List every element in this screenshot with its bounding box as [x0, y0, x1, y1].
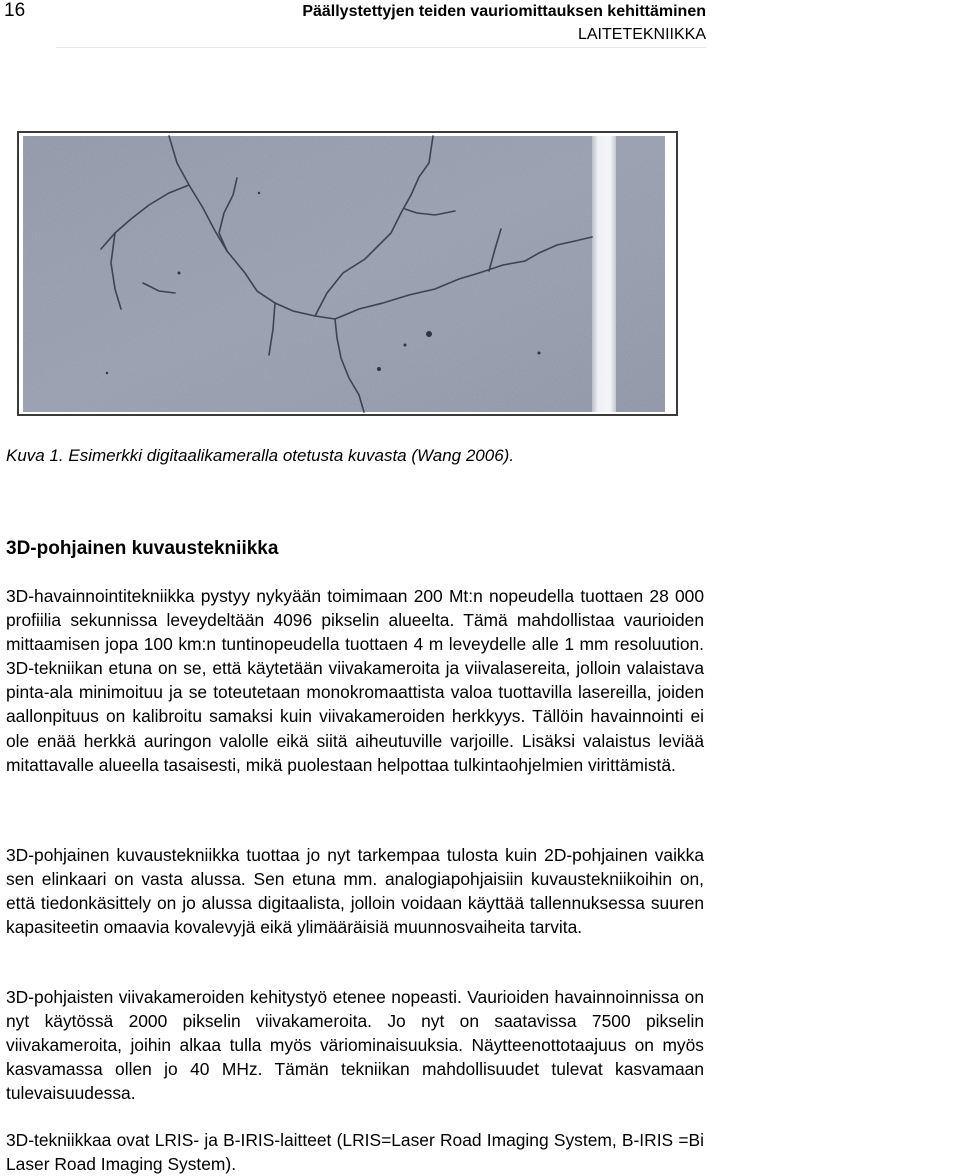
- paragraph-1: 3D-havainnointitekniikka pystyy nykyään toimimaan 200 Mt:n nopeudella tuottaen 28 000 profiilia sekunnissa leveydeltään 4096 pikselin alueelta. Tämä mahdollistaa vaurioiden mittaamisen jopa 100 km:n tuntinopeudella tuottaen 4 m leveydelle alle 1 mm resoluution. 3D-tekniikan etuna on se, että käytetään viivakameroita ja viivalasereita, jolloin valaistava pinta-ala minimoituu ja se toteutetaan monokromaattista valoa tuottavilla lasereilla, joiden aallonpituus on kalibroitu samaksi kuin viivakameroiden herkkyys. Tällöin havainnointi ei ole enää herkkä auringon valolle eikä siitä aiheutuville varjoille. Lisäksi valaistus leviää mitattavalle alueella tasaisesti, mikä puolestaan helpottaa tulkintaohjelmien virittämistä.: [6, 586, 704, 775]
- page-number: 16: [4, 0, 26, 21]
- header-divider: [56, 47, 706, 48]
- section-heading: 3D-pohjainen kuvaustekniikka: [6, 538, 279, 559]
- paragraph-4: 3D-tekniikkaa ovat LRIS- ja B-IRIS-laitteet (LRIS=Laser Road Imaging System, B-IRIS =Bi Laser Road Imaging System).: [6, 1130, 704, 1175]
- running-head: [302, 0, 706, 46]
- paragraph-2: 3D-pohjainen kuvaustekniikka tuottaa jo nyt tarkempaa tulosta kuin 2D-pohjainen vaikka sen elinkaari on vasta alussa. Sen etuna mm. analogiapohjaisiin kuvaustekniikoihin on, että tiedonkäsittely on jo alussa digitaalista, jolloin voidaan käyttää tallennuksessa suuren kapasiteetin omaavia kovalevyjä eikä ylimääräisiä muunnosvaiheita tarvita.: [6, 845, 704, 938]
- lane-marking-stripe: [592, 136, 616, 412]
- pavement-crack-photo: [17, 131, 678, 416]
- pavement-photo-svg: [19, 133, 676, 414]
- running-head-title: Päällystettyjen teiden vauriomittauksen kehittäminen: [302, 3, 706, 20]
- paragraph-3: 3D-pohjaisten viivakameroiden kehitystyö etenee nopeasti. Vaurioiden havainnoinnissa on nyt käytössä 2000 pikselin viivakameroita. Jo nyt on saatavissa 7500 pikselin viivakameroita, joihin alkaa tulla myös väriominaisuuksia. Näytteenottotaajuus on myös kasvamassa ollen jo 40 MHz. Tämän tekniikan mahdollisuudet tulevat kasvamaan tulevaisuudessa.: [6, 987, 704, 1104]
- running-head-subtitle: LAITETEKNIIKKA: [577, 26, 706, 43]
- figure-caption: Kuva 1. Esimerkki digitaalikameralla otetusta kuvasta (Wang 2006).: [6, 446, 515, 465]
